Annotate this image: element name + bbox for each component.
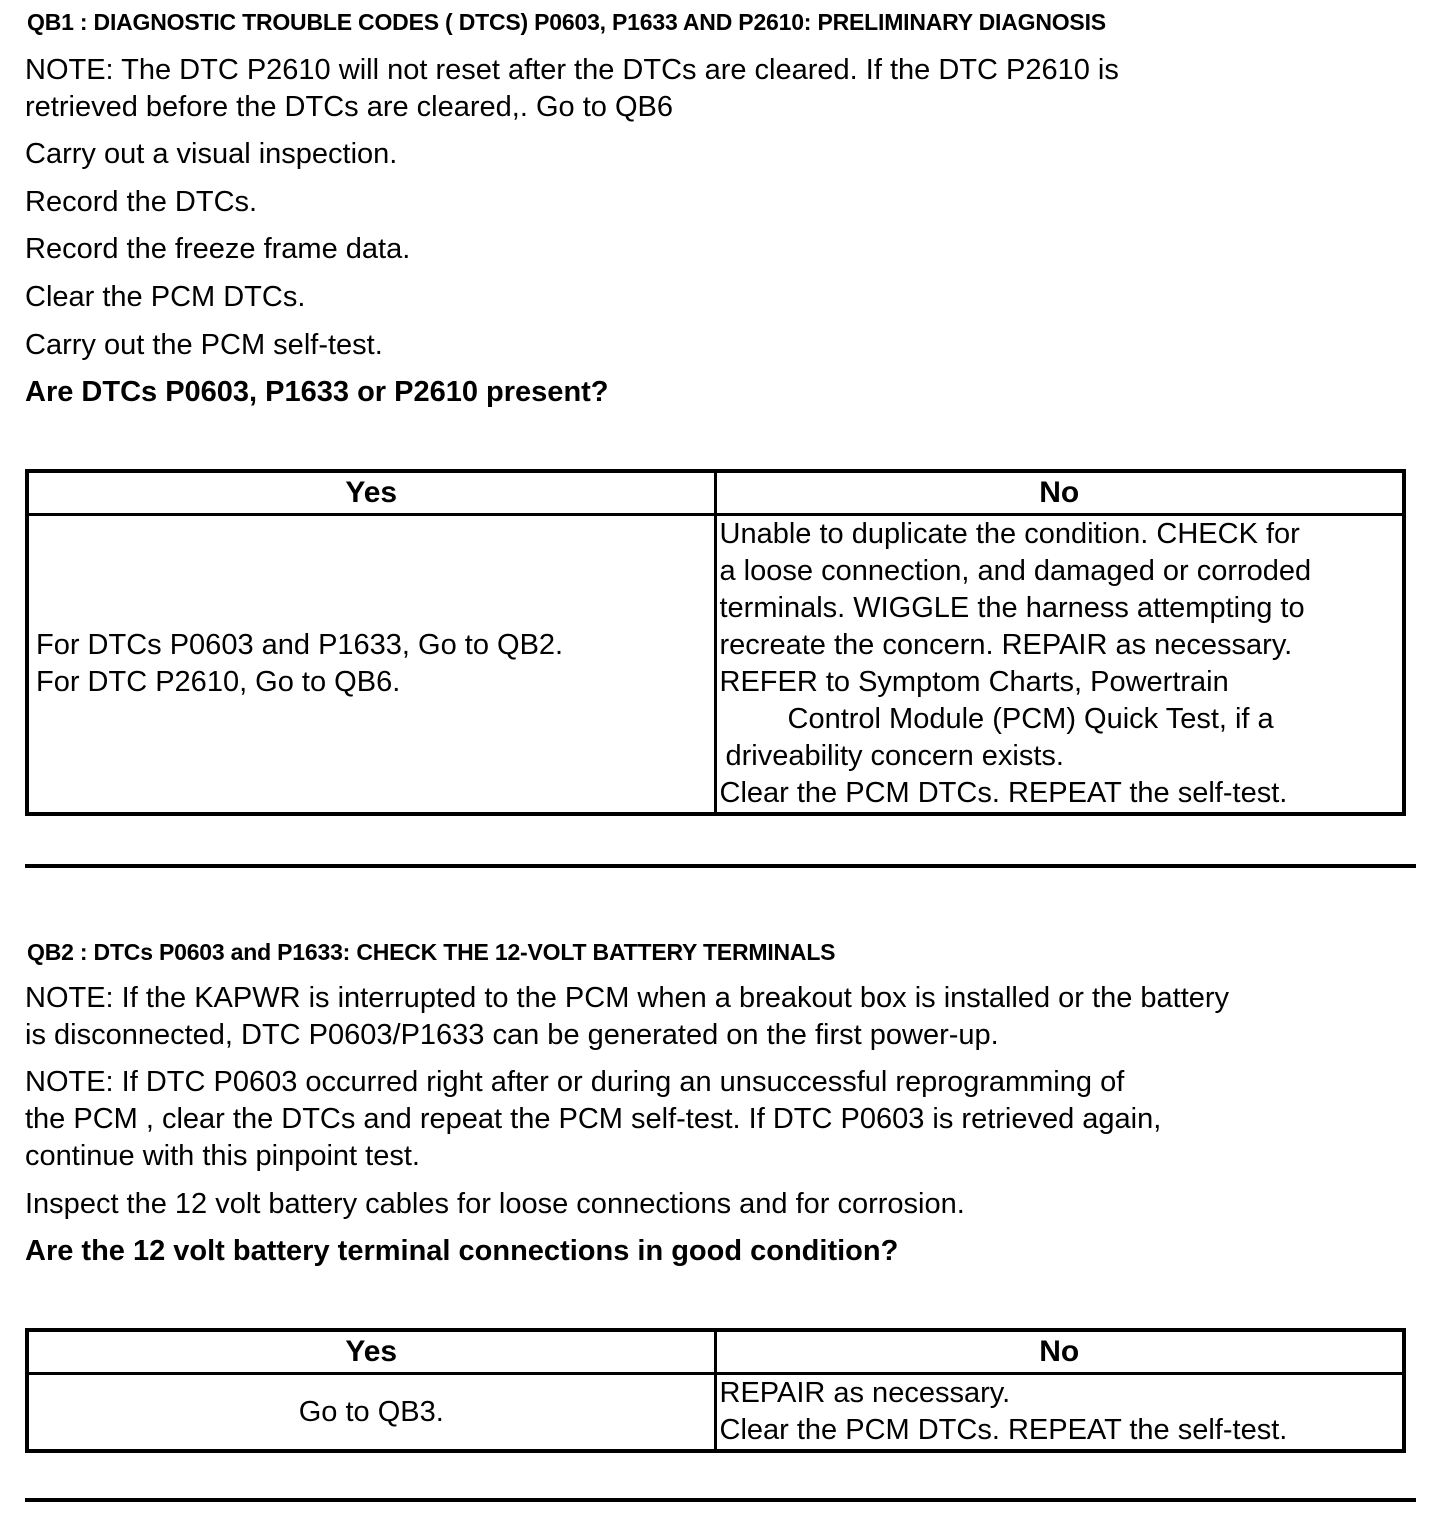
qb1-no-line-2: a loose connection, and damaged or corroded [719, 555, 1312, 587]
qb1-no-line-4: recreate the concern. REPAIR as necessary. [719, 629, 1293, 661]
qb1-yes-header: Yes [27, 471, 715, 515]
qb1-note-line-1: NOTE: The DTC P2610 will not reset after the DTCs are cleared. If the DTC P2610 is [25, 54, 1119, 86]
qb2-note1-line-2: is disconnected, DTC P0603/P1633 can be generated on the first power-up. [25, 1019, 999, 1051]
qb1-no-line-6: Control Module (PCM) Quick Test, if a [787, 703, 1274, 735]
qb2-note2-line-1: NOTE: If DTC P0603 occurred right after or during an unsuccessful reprogramming of [25, 1066, 1125, 1098]
qb2-yes-cell [27, 1374, 715, 1452]
section-divider-1 [25, 864, 1416, 868]
qb1-answer-table [25, 469, 1406, 816]
qb1-no-line-7: driveability concern exists. [725, 740, 1064, 772]
qb1-yes-line-1: For DTCs P0603 and P1633, Go to QB2. [36, 629, 564, 661]
qb1-no-line-3: terminals. WIGGLE the harness attempting to [719, 592, 1305, 624]
qb1-no-line-5: REFER to Symptom Charts, Powertrain [719, 666, 1229, 698]
qb1-step-5: Carry out the PCM self-test. [25, 329, 383, 361]
qb2-no-header: No [715, 1330, 1404, 1374]
qb2-step: Inspect the 12 volt battery cables for loose connections and for corrosion. [25, 1188, 965, 1220]
qb2-no-cell [715, 1374, 1404, 1452]
qb2-answer-table [25, 1328, 1406, 1453]
qb1-note-line-2: retrieved before the DTCs are cleared,. Go to QB6 [25, 91, 673, 123]
qb1-question: Are DTCs P0603, P1633 or P2610 present? [25, 376, 609, 408]
qb1-yes-line-2: For DTC P2610, Go to QB6. [36, 666, 401, 698]
qb1-step-4: Clear the PCM DTCs. [25, 281, 306, 313]
qb1-no-cell [715, 515, 1404, 815]
qb1-yes-cell [27, 515, 715, 815]
qb1-step-2: Record the DTCs. [25, 186, 258, 218]
qb1-step-1: Carry out a visual inspection. [25, 138, 398, 170]
qb2-note1-line-1: NOTE: If the KAPWR is interrupted to the PCM when a breakout box is installed or the battery [25, 982, 1230, 1014]
qb2-no-line-1: REPAIR as necessary. [719, 1377, 1011, 1409]
qb2-yes-header: Yes [27, 1330, 715, 1374]
qb1-title: QB1 : DIAGNOSTIC TROUBLE CODES ( DTCS) P0603, P1633 AND P2610: PRELIMINARY DIAGNOSIS [27, 9, 1106, 35]
qb1-step-3: Record the freeze frame data. [25, 233, 411, 265]
qb1-no-line-1: Unable to duplicate the condition. CHECK for [719, 518, 1300, 550]
qb2-no-line-2: Clear the PCM DTCs. REPEAT the self-test. [719, 1414, 1288, 1446]
qb2-note2-line-2: the PCM , clear the DTCs and repeat the PCM self-test. If DTC P0603 is retrieved again, [25, 1103, 1162, 1135]
qb2-yes-text: Go to QB3. [298, 1395, 444, 1428]
qb1-no-line-8: Clear the PCM DTCs. REPEAT the self-test. [719, 777, 1288, 809]
qb2-note2-line-3: continue with this pinpoint test. [25, 1140, 420, 1172]
qb2-question: Are the 12 volt battery terminal connections in good condition? [25, 1235, 899, 1267]
qb2-title: QB2 : DTCs P0603 and P1633: CHECK THE 12-VOLT BATTERY TERMINALS [27, 939, 836, 965]
qb1-no-header: No [715, 471, 1404, 515]
section-divider-2 [25, 1498, 1416, 1502]
